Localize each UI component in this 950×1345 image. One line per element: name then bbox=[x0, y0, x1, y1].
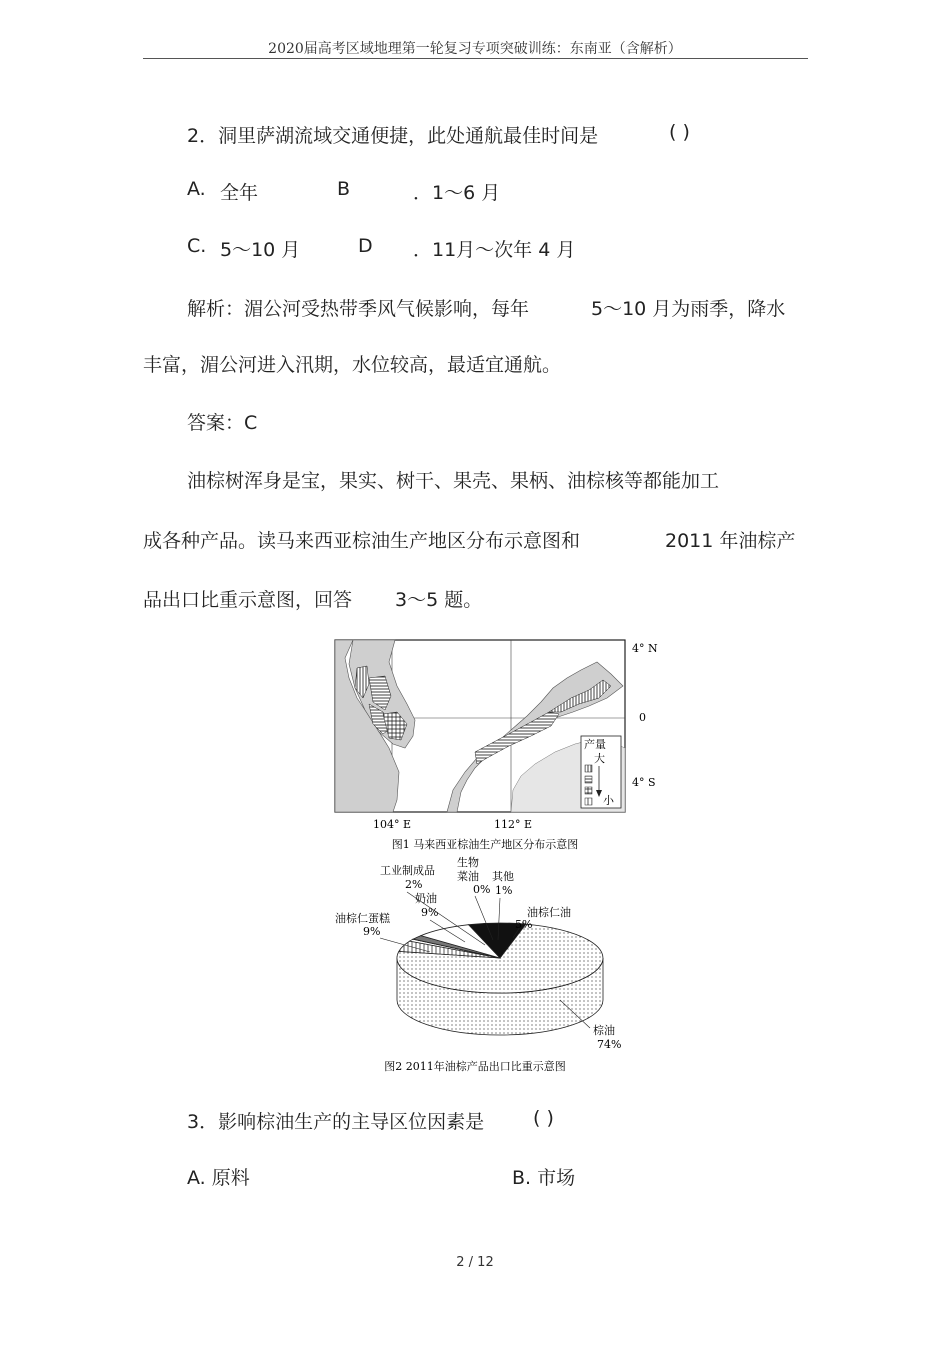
label-bio-1: 生物 bbox=[457, 856, 479, 869]
label-kernel-oil: 油棕仁油 bbox=[527, 906, 571, 919]
analysis-line-2: 丰富，湄公河进入汛期，水位较高，最适宜通航。 bbox=[143, 354, 562, 376]
option-c-label: C. bbox=[187, 235, 207, 257]
analysis-line-1 bbox=[187, 294, 807, 320]
figure-2-caption: 图2 2011年油棕产品出口比重示意图 bbox=[384, 1060, 566, 1073]
option-d-text: ．11月～次年 4 月 bbox=[413, 239, 576, 261]
question-2-options-cd bbox=[187, 235, 627, 261]
page-number: 2 / 12 bbox=[456, 1255, 494, 1270]
intro-text-3a: 品出口比重示意图，回答 bbox=[143, 589, 353, 611]
question-2-answer-blank: ( ) bbox=[669, 121, 690, 143]
label-kernel-oil-pct: 5% bbox=[515, 918, 533, 931]
question-3-stem: 3．影响棕油生产的主导区位因素是 bbox=[187, 1111, 485, 1133]
label-kernel-cake-pct: 9% bbox=[363, 925, 381, 938]
label-other-pct: 1% bbox=[495, 884, 513, 897]
lat-label-4s: 4° S bbox=[632, 776, 656, 789]
legend-big: 大 bbox=[594, 752, 605, 765]
label-bio-pct: 0% bbox=[473, 883, 491, 896]
question-3-answer-blank: ( ) bbox=[533, 1107, 554, 1129]
label-industrial: 工业制成品 bbox=[380, 864, 435, 877]
lon-label-104e: 104° E bbox=[372, 818, 412, 831]
intro-text-3b: 3～5 题。 bbox=[395, 589, 483, 611]
question-2-stem: 2．洞里萨湖流域交通便捷，此处通航最佳时间是 bbox=[187, 125, 599, 147]
figure-block bbox=[335, 640, 658, 1078]
intro-line-2 bbox=[143, 526, 808, 552]
analysis-text-1a: 解析：湄公河受热带季风气候影响，每年 bbox=[187, 298, 530, 320]
option-a-label: A. bbox=[187, 178, 206, 200]
label-palm-oil: 棕油 bbox=[593, 1024, 615, 1037]
question-2-options-ab bbox=[187, 178, 587, 204]
lon-label-112e: 112° E bbox=[493, 818, 533, 831]
intro-text-2a: 成各种产品。读马来西亚棕油生产地区分布示意图和 bbox=[143, 530, 581, 552]
analysis-text-1b: 5～10 月为雨季，降水 bbox=[591, 298, 786, 320]
figure-1-caption: 图1 马来西亚棕油生产地区分布示意图 bbox=[391, 838, 579, 851]
question-2-stem-row bbox=[187, 121, 747, 147]
legend-title: 产量 bbox=[584, 738, 606, 751]
question-3-option-b: B. 市场 bbox=[512, 1167, 576, 1189]
intro-text-2b: 2011 年油棕产 bbox=[665, 530, 796, 552]
option-b-text: ．1～6 月 bbox=[413, 182, 501, 204]
question-3-option-a: A. 原料 bbox=[187, 1167, 250, 1189]
label-butter-pct: 9% bbox=[421, 906, 439, 919]
page-header: 2020届高考区域地理第一轮复习专项突破训练：东南亚（含解析） bbox=[268, 41, 682, 57]
intro-line-1: 油棕树浑身是宝，果实、树干、果壳、果柄、油棕核等都能加工 bbox=[187, 470, 720, 492]
question-3-stem-row bbox=[187, 1107, 617, 1133]
option-b-label: B bbox=[337, 178, 351, 200]
export-pie-chart bbox=[397, 923, 603, 1035]
option-c-text: 5～10 月 bbox=[220, 239, 301, 261]
label-industrial-pct: 2% bbox=[405, 878, 423, 891]
label-bio-2: 菜油 bbox=[457, 870, 479, 883]
option-a-text: 全年 bbox=[220, 182, 259, 204]
label-palm-oil-pct: 74% bbox=[597, 1038, 622, 1051]
answer-line: 答案：C bbox=[187, 412, 258, 434]
option-d-label: D bbox=[358, 235, 373, 257]
label-kernel-cake: 油棕仁蛋糕 bbox=[335, 912, 390, 925]
lat-label-0: 0 bbox=[639, 711, 646, 724]
legend-small: 小 bbox=[603, 794, 614, 807]
intro-line-3 bbox=[143, 585, 543, 611]
header-divider bbox=[143, 58, 808, 59]
label-other: 其他 bbox=[492, 870, 514, 883]
label-butter: 奶油 bbox=[415, 892, 437, 905]
malaysia-map bbox=[335, 640, 625, 812]
lat-label-4n: 4° N bbox=[632, 642, 658, 655]
